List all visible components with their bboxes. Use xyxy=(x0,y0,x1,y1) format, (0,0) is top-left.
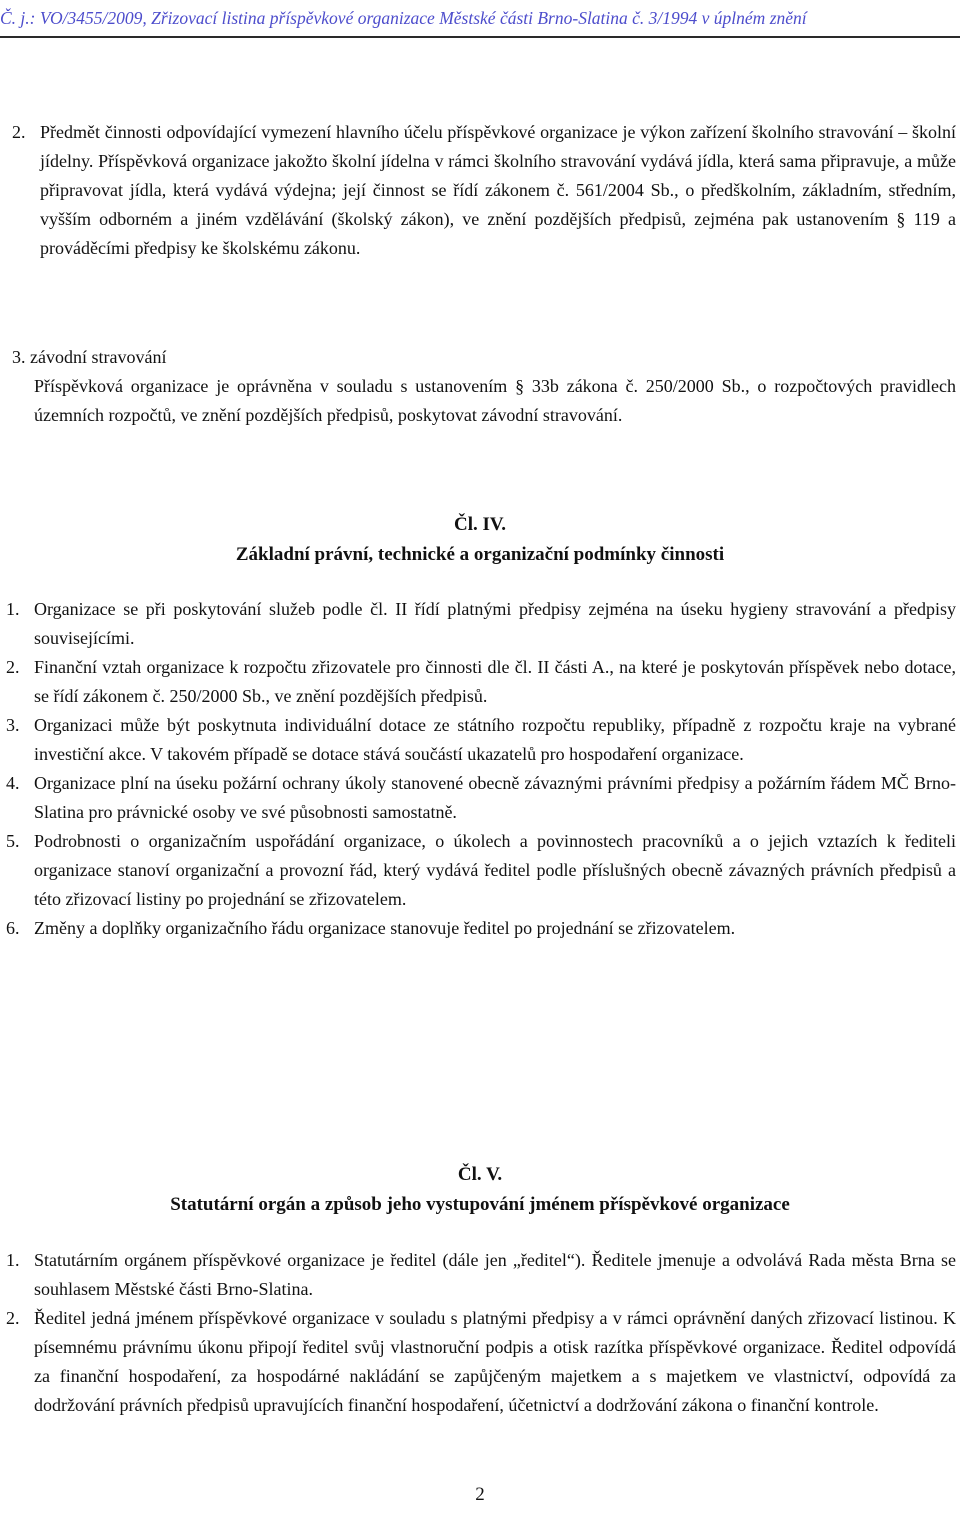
section-number: Čl. V. xyxy=(457,1164,503,1185)
section-iv-list xyxy=(6,595,956,943)
page-number: 2 xyxy=(475,1484,485,1505)
item-number: 1. xyxy=(6,599,20,619)
item-text: Organizace plní na úseku požární ochrany úkoly stanovené obecně závaznými právními předpisy a požárním řádem MČ Brno-Slatina pro právnické osoby ve své působnosti samostatně. xyxy=(34,773,956,822)
list-item xyxy=(6,827,956,914)
intro-item-2 xyxy=(12,118,956,263)
list-item xyxy=(6,595,956,653)
item-number: 2. xyxy=(12,122,26,142)
item-text: Změny a doplňky organizačního řádu organizace stanovuje ředitel po projednání se zřizovatelem. xyxy=(34,918,736,938)
section-title: Statutární orgán a způsob jeho vystupování jménem příspěvkové organizace xyxy=(170,1194,790,1215)
item-number: 2. xyxy=(6,1308,20,1328)
item-text: Ředitel jedná jménem příspěvkové organizace v souladu s platnými předpisy a v rámci oprávnění daných zřizovací listinou. K písemnému právnímu úkonu připojí ředitel svůj vlastnoruční podpis a otisk razítka příspěvkové organizace. Ředitel odpovídá za finanční hospodaření, za hospodárné nakládání se zapůjčeným majetkem a s majetkem ve vlastnictví, odpovídá za dodržování právních předpisů upravujících finanční hospodaření, účetnictví a dodržování zákona o finanční kontrole. xyxy=(34,1308,956,1415)
item-text: Organizace se při poskytování služeb podle čl. II řídí platnými předpisy zejména na úseku hygieny stravování a předpisy souvisejícími. xyxy=(34,599,956,648)
list-item xyxy=(6,653,956,711)
item-number: 1. xyxy=(6,1250,20,1270)
item-number: 4. xyxy=(6,773,20,793)
list-item xyxy=(6,1246,956,1304)
list-item xyxy=(6,769,956,827)
item-text: Příspěvková organizace je oprávněna v souladu s ustanovením § 33b zákona č. 250/2000 Sb., o rozpočtových pravidlech územních rozpočtů, ve znění pozdějších předpisů, poskytovat závodní stravování. xyxy=(34,376,956,425)
item-number: 5. xyxy=(6,831,20,851)
section-v-list xyxy=(6,1246,956,1420)
list-item xyxy=(6,1304,956,1420)
header-rule xyxy=(0,36,960,38)
item-number: 6. xyxy=(6,918,20,938)
item-text: Statutárním orgánem příspěvkové organizace je ředitel (dále jen „ředitel“). Ředitele jmenuje a odvolává Rada města Brna se souhlasem Městské části Brno-Slatina. xyxy=(34,1250,956,1299)
list-item xyxy=(6,711,956,769)
item-text: Předmět činnosti odpovídající vymezení hlavního účelu příspěvkové organizace je výkon zařízení školního stravování – školní jídelny. Příspěvková organizace jakožto školní jídelna v rámci školního stravování vydává jídla, která sama připravuje, a může připravovat jídla, která vydává výdejna; její činnost se řídí zákonem č. 561/2004 Sb., o předškolním, základním, středním, vyšším odborném a jiném vzdělávání (školský zákon), ve znění pozdějších předpisů, zejména pak ustanovením § 119 a prováděcími předpisy ke školskému zákonu. xyxy=(40,122,956,258)
section-title: Základní právní, technické a organizační podmínky činnosti xyxy=(235,544,725,565)
section-number: Čl. IV. xyxy=(454,514,506,535)
item-text: Finanční vztah organizace k rozpočtu zřizovatele pro činnosti dle čl. II části A., na které je poskytován příspěvek nebo dotace, se řídí zákonem č. 250/2000 Sb., ve znění pozdějších předpisů. xyxy=(34,657,956,706)
item-text: Organizaci může být poskytnuta individuální dotace ze státního rozpočtu republiky, případně z rozpočtu kraje na vybrané investiční akce. V takovém případě se dotace stává součástí ukazatelů pro hospodaření organizace. xyxy=(34,715,956,764)
item-number: 2. xyxy=(6,657,20,677)
item-text: Podrobnosti o organizačním uspořádání organizace, o úkolech a povinnostech pracovníků a o jejich vztazích k řediteli organizace stanoví organizační a provozní řád, který vydává ředitel podle příslušných obecně závazných právních předpisů a této zřizovací listiny po projednání se zřizovatelem. xyxy=(34,831,956,909)
item-number: 3. xyxy=(6,715,20,735)
list-item xyxy=(6,914,956,943)
document-header: Č. j.: VO/3455/2009, Zřizovací listina příspěvkové organizace Městské části Brno-Slatina č. 3/1994 v úplném znění xyxy=(0,8,807,28)
item-heading: 3. závodní stravování xyxy=(12,347,167,367)
intro-item-3 xyxy=(12,343,956,430)
